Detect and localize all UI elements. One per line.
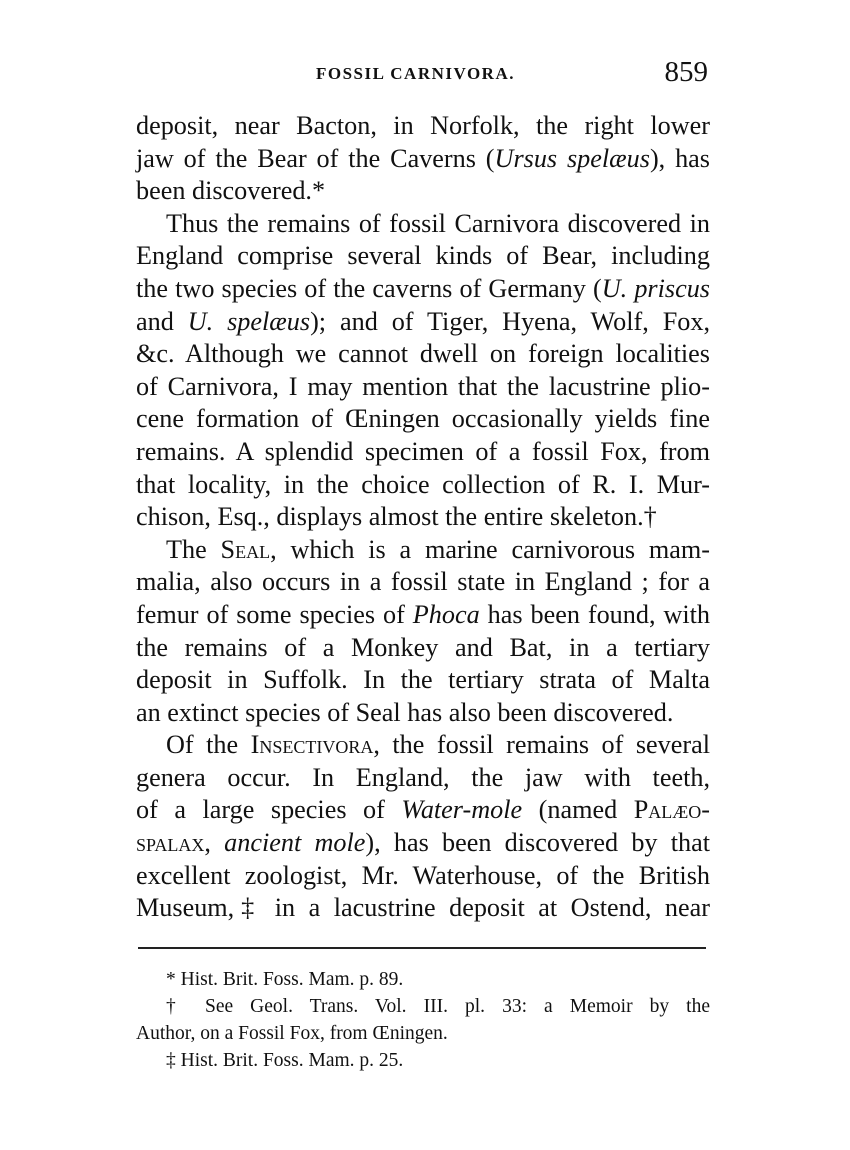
footnotes [136, 966, 710, 1074]
text-line: chison, Esq., displays almost the entire skeleton.† [136, 502, 657, 532]
text-line: &c. Although we cannot dwell on foreign localities [136, 339, 710, 369]
small-caps-term: Insectivora [250, 730, 374, 760]
text-run: , which is a marine carnivorous mam- [270, 534, 710, 564]
text-line [136, 143, 710, 176]
italic-term: ancient mole [224, 828, 366, 858]
text-line: that locality, in the choice collection of R. I. Mur- [136, 469, 710, 499]
text-line: excellent zoologist, Mr. Waterhouse, of the British [136, 860, 710, 890]
text-line [136, 599, 710, 632]
text-run: The [166, 534, 221, 564]
text-run: , [204, 828, 225, 858]
italic-term: Water-mole [401, 795, 523, 825]
text-line: deposit in Suffolk. In the tertiary strata of Malta [136, 665, 710, 695]
italic-genus-name: Phoca [412, 599, 480, 629]
italic-species-name: U. spelæus [187, 306, 311, 336]
text-run: Of the [166, 730, 251, 760]
footnote: Author, on a Fossil Fox, from Œningen. [136, 1023, 448, 1044]
footnote: † See Geol. Trans. Vol. III. pl. 33: a Memoir by the [166, 996, 710, 1017]
body-text [136, 110, 710, 925]
text-run: the two species of the caverns of Germany ( [136, 273, 602, 303]
italic-species-name: Ursus spelæus [494, 143, 650, 173]
text-run: (named [522, 795, 634, 825]
text-run: , the fossil remains of several [373, 730, 710, 760]
text-line: Museum,‡ in a lacustrine deposit at Ostend, near [136, 893, 710, 923]
text-run: ), has [649, 143, 710, 173]
small-caps-term: Palæo- [633, 795, 710, 825]
text-line [136, 794, 710, 827]
text-line: been discovered.* [136, 176, 326, 206]
text-line: cene formation of Œningen occasionally yields fine [136, 404, 710, 434]
small-caps-term: spalax [136, 828, 205, 858]
running-title: FOSSIL CARNIVORA. [316, 64, 515, 83]
text-run: jaw of the Bear of the Caverns ( [136, 143, 495, 173]
text-run: femur of some species of [136, 599, 413, 629]
text-line: deposit, near Bacton, in Norfolk, the right lower [136, 111, 710, 140]
text-line [136, 729, 710, 762]
running-head [136, 58, 708, 94]
text-run: of a large species of [136, 795, 402, 825]
small-caps-term: Seal [220, 534, 271, 564]
text-line: England comprise several kinds of Bear, including [136, 241, 710, 271]
text-line: the remains of a Monkey and Bat, in a tertiary [136, 632, 710, 662]
text-line: Thus the remains of fossil Carnivora discovered in [166, 208, 710, 238]
page-number: 859 [664, 56, 708, 88]
text-line [136, 534, 710, 567]
text-line [136, 306, 710, 339]
text-line [136, 827, 710, 860]
text-line [136, 273, 710, 306]
text-line: an extinct species of Seal has also been discovered. [136, 697, 674, 727]
footnote: * Hist. Brit. Foss. Mam. p. 89. [166, 969, 404, 990]
footnote-divider [138, 947, 706, 949]
italic-species-name: U. priscus [601, 273, 710, 303]
text-line: genera occur. In England, the jaw with teeth, [136, 762, 710, 792]
text-run: and [136, 306, 188, 336]
footnote: ‡ Hist. Brit. Foss. Mam. p. 25. [166, 1050, 404, 1071]
text-line: of Carnivora, I may mention that the lacustrine plio- [136, 371, 710, 401]
text-run: ), has been discovered by that [365, 828, 711, 858]
text-line: remains. A splendid specimen of a fossil Fox, from [136, 436, 710, 466]
text-line: malia, also occurs in a fossil state in England ; for a [136, 567, 710, 597]
text-run: has been found, with [479, 599, 711, 629]
text-run: ); and of Tiger, Hyena, Wolf, Fox, [310, 306, 710, 336]
